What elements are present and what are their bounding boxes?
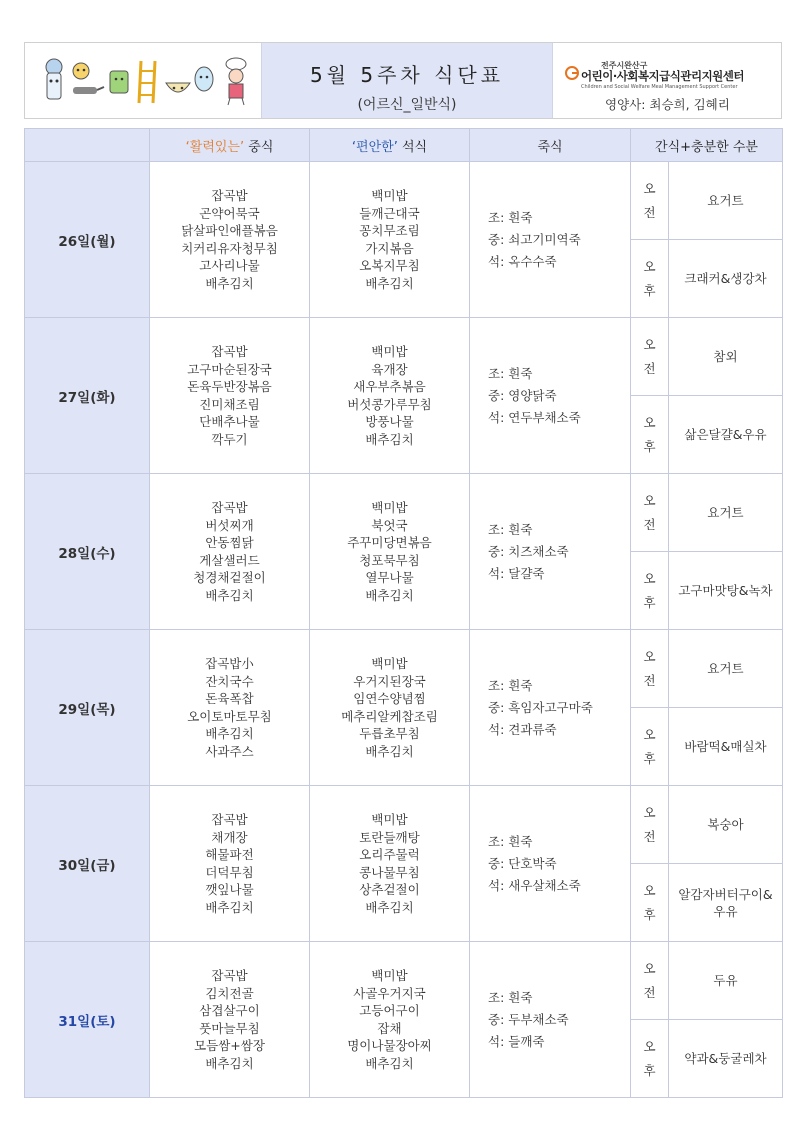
lunch-dish: 버섯찌개: [205, 517, 254, 533]
day-row: [25, 162, 783, 240]
porridge-item: 조: 흰죽: [488, 209, 533, 225]
organization-block: [553, 43, 781, 118]
lunch-dish: 깻잎나물: [205, 882, 254, 897]
dinner-dish: 백미밥: [371, 188, 408, 203]
dinner-menu-cell: [310, 318, 470, 474]
title-panel: [261, 43, 553, 118]
morning-slot-label: [631, 318, 669, 396]
dinner-dish: 콩나물무침: [359, 864, 420, 880]
lunch-dish: 김치전골: [205, 985, 254, 1001]
afternoon-snack: 크래커&생강차: [669, 240, 783, 318]
afternoon-slot-label: [631, 396, 669, 474]
afternoon-slot-label-char: 오: [643, 414, 656, 430]
porridge-menu-cell: [470, 942, 631, 1098]
porridge-menu-cell: [470, 786, 631, 942]
dinner-dish: 들깨근대국: [359, 205, 420, 221]
lunch-dish: 치커리유자청무침: [181, 240, 278, 256]
dinner-dish: 백미밥: [371, 500, 408, 515]
lunch-dish: 진미채조림: [199, 396, 260, 412]
lunch-menu-cell: [150, 630, 310, 786]
dinner-dish: 토란들깨탕: [359, 829, 420, 845]
header-lunch: [150, 129, 310, 162]
lunch-dish: 잡곡밥小: [205, 656, 254, 671]
dietitian-names: 영양사: 최승희, 김혜리: [605, 97, 730, 112]
dinner-dish: 배추김치: [365, 899, 414, 915]
menu-body: [25, 162, 783, 1098]
afternoon-slot-label-char: 후: [643, 594, 656, 610]
page-title: 5월 5주차 식단표: [309, 63, 505, 87]
header-porridge: 죽식: [470, 129, 631, 162]
porridge-item: 석: 달걀죽: [488, 565, 545, 581]
afternoon-snack: 알감자버터구이&우유: [669, 864, 783, 942]
organization-name: 어린이·사회복지급식관리지원센터: [581, 69, 745, 83]
dinner-dish: 두릅초무침: [359, 726, 420, 741]
lunch-dish: 청경채겉절이: [193, 570, 266, 585]
dinner-menu-cell: [310, 630, 470, 786]
porridge-item: 중: 쇠고기미역죽: [488, 231, 581, 247]
day-label: 29일(목): [25, 630, 150, 786]
afternoon-slot-label: [631, 240, 669, 318]
porridge-item: 조: 흰죽: [488, 677, 533, 693]
dinner-dish: 오리주물럭: [359, 847, 420, 862]
porridge-item: 조: 흰죽: [488, 521, 533, 537]
lunch-dish: 더덕무침: [205, 864, 254, 880]
day-label: 27일(화): [25, 318, 150, 474]
day-label: 30일(금): [25, 786, 150, 942]
porridge-item: 석: 견과류죽: [488, 721, 557, 737]
afternoon-slot-label-char: 오: [643, 882, 656, 898]
morning-slot-label-char: 전: [643, 516, 656, 532]
lunch-dish: 곤약어묵국: [199, 205, 260, 221]
center-logo-icon: [565, 66, 579, 80]
morning-slot-label: [631, 630, 669, 708]
dinner-label: 석식: [397, 139, 428, 155]
lunch-dish: 배추김치: [205, 726, 254, 741]
pan-mascot-icon: [69, 57, 105, 107]
afternoon-slot-label: [631, 1020, 669, 1098]
morning-snack: 요거트: [669, 162, 783, 240]
dinner-dish: 잡채: [377, 1020, 402, 1036]
dinner-dish: 배추김치: [365, 587, 414, 603]
afternoon-snack: 고구마맛탕&녹차: [669, 552, 783, 630]
header-dinner: [310, 129, 470, 162]
porridge-menu-cell: [470, 474, 631, 630]
porridge-item: 중: 영양닭죽: [488, 387, 557, 403]
lunch-dish: 해물파전: [205, 847, 254, 862]
dinner-menu-cell: [310, 942, 470, 1098]
porridge-item: 조: 흰죽: [488, 365, 533, 381]
lunch-menu-cell: [150, 942, 310, 1098]
lunch-dish: 오이토마토무침: [187, 708, 272, 724]
lunch-dish: 닭살파인애플볶음: [181, 223, 278, 238]
dinner-dish: 새우부추볶음: [353, 379, 426, 394]
dinner-dish: 북엇국: [371, 517, 408, 533]
dinner-dish: 사골우거지국: [353, 985, 426, 1001]
menu-table: [24, 128, 783, 1098]
morning-slot-label-char: 오: [643, 336, 656, 352]
dinner-dish: 오복지무침: [359, 258, 420, 273]
day-label: 31일(토): [25, 942, 150, 1098]
mascot-illustration: [25, 43, 261, 118]
morning-slot-label-char: 오: [643, 180, 656, 196]
morning-snack: 두유: [669, 942, 783, 1020]
morning-snack: 요거트: [669, 474, 783, 552]
day-row: [25, 318, 783, 396]
lunch-dish: 사과주스: [205, 743, 254, 759]
morning-snack: 참외: [669, 318, 783, 396]
lunch-dish: 고사리나물: [199, 258, 260, 273]
lunch-dish: 풋마늘무침: [199, 1020, 260, 1036]
afternoon-slot-label: [631, 864, 669, 942]
day-row: [25, 474, 783, 552]
afternoon-snack: 바람떡&매실차: [669, 708, 783, 786]
afternoon-slot-label: [631, 552, 669, 630]
dinner-dish: 명이나물장아찌: [347, 1038, 432, 1053]
dinner-dish: 상추겉절이: [359, 882, 420, 897]
dinner-dish: 우거지된장국: [353, 673, 426, 689]
morning-slot-label-char: 전: [643, 204, 656, 220]
dinner-dish: 육개장: [371, 361, 408, 377]
lunch-dish: 깍두기: [211, 431, 248, 447]
lunch-dish: 잡곡밥: [211, 188, 248, 203]
dinner-dish: 백미밥: [371, 656, 408, 671]
porridge-item: 석: 새우살채소죽: [488, 877, 581, 893]
bowl-mascot-icon: [163, 57, 193, 107]
morning-slot-label-char: 오: [643, 648, 656, 664]
morning-slot-label: [631, 786, 669, 864]
afternoon-slot-label-char: 오: [643, 1038, 656, 1054]
page-subtitle: (어르신_일반식): [357, 97, 457, 113]
lunch-dish: 돈육폭찹: [205, 691, 254, 706]
day-label: 26일(월): [25, 162, 150, 318]
lunch-dish: 잡곡밥: [211, 344, 248, 359]
porridge-item: 중: 두부채소죽: [488, 1011, 569, 1027]
dinner-dish: 배추김치: [365, 431, 414, 447]
porridge-item: 중: 단호박죽: [488, 855, 557, 871]
afternoon-slot-label-char: 후: [643, 1062, 656, 1078]
dinner-dish: 배추김치: [365, 275, 414, 291]
afternoon-slot-label-char: 후: [643, 282, 656, 298]
dinner-menu-cell: [310, 786, 470, 942]
day-row: [25, 942, 783, 1020]
dinner-menu-cell: [310, 162, 470, 318]
porridge-item: 석: 들깨죽: [488, 1033, 545, 1049]
morning-snack: 요거트: [669, 630, 783, 708]
lunch-dish: 잡곡밥: [211, 812, 248, 827]
lunch-dish: 고구마순된장국: [187, 361, 272, 377]
organization-english-name: Children and Social Welfare Meal Management Support Center: [581, 84, 738, 90]
cup-mascot-icon: [107, 57, 131, 107]
morning-slot-label-char: 오: [643, 960, 656, 976]
porridge-item: 석: 연두부채소죽: [488, 409, 581, 425]
afternoon-snack: 약과&둥굴레차: [669, 1020, 783, 1098]
lunch-label: 중식: [244, 139, 274, 155]
organization-district: 전주시완산구: [601, 61, 648, 70]
lunch-dish: 잔치국수: [205, 673, 254, 689]
dinner-dish: 꽁치무조림: [359, 223, 420, 238]
lunch-dish: 배추김치: [205, 275, 254, 291]
menu-header: [24, 42, 782, 119]
morning-slot-label-char: 전: [643, 360, 656, 376]
dinner-dish: 주꾸미당면볶음: [347, 535, 432, 550]
lunch-dish: 배추김치: [205, 1055, 254, 1071]
morning-slot-label: [631, 162, 669, 240]
day-row: [25, 630, 783, 708]
salt-shaker-mascot-icon: [41, 57, 67, 107]
dinner-dish: 버섯콩가루무침: [347, 396, 432, 412]
lunch-menu-cell: [150, 162, 310, 318]
table-header-row: [25, 129, 783, 162]
day-row: [25, 786, 783, 864]
dinner-dish: 백미밥: [371, 812, 408, 827]
afternoon-slot-label-char: 후: [643, 438, 656, 454]
dinner-accent-text: ‘편안한’: [351, 139, 398, 155]
afternoon-slot-label-char: 오: [643, 258, 656, 274]
egg-mascot-icon: [191, 57, 217, 107]
afternoon-slot-label-char: 오: [643, 570, 656, 586]
afternoon-slot-label-char: 후: [643, 750, 656, 766]
header-snack: 간식+충분한 수분: [631, 129, 783, 162]
porridge-menu-cell: [470, 162, 631, 318]
dinner-menu-cell: [310, 474, 470, 630]
porridge-item: 석: 옥수수죽: [488, 253, 557, 269]
dinner-dish: 임연수양념찜: [353, 691, 426, 706]
afternoon-slot-label: [631, 708, 669, 786]
morning-slot-label-char: 오: [643, 804, 656, 820]
dinner-dish: 열무나물: [365, 570, 414, 585]
afternoon-slot-label-char: 오: [643, 726, 656, 742]
day-label: 28일(수): [25, 474, 150, 630]
dinner-dish: 백미밥: [371, 968, 408, 983]
dinner-dish: 청포묵무침: [359, 552, 420, 568]
lunch-menu-cell: [150, 786, 310, 942]
morning-slot-label-char: 오: [643, 492, 656, 508]
dinner-dish: 백미밥: [371, 344, 408, 359]
chef-mascot-icon: [221, 57, 251, 107]
afternoon-slot-label-char: 후: [643, 906, 656, 922]
morning-slot-label: [631, 474, 669, 552]
dinner-dish: 가지볶음: [365, 240, 414, 256]
porridge-item: 조: 흰죽: [488, 833, 533, 849]
porridge-item: 중: 치즈채소죽: [488, 543, 569, 559]
lunch-menu-cell: [150, 474, 310, 630]
lunch-dish: 채개장: [211, 829, 248, 845]
ladder-mascot-icon: [135, 57, 161, 107]
header-day-cell: [25, 129, 150, 162]
lunch-dish: 돈육두반장볶음: [187, 379, 272, 394]
porridge-item: 중: 흑임자고구마죽: [488, 699, 593, 715]
morning-slot-label: [631, 942, 669, 1020]
porridge-menu-cell: [470, 630, 631, 786]
morning-slot-label-char: 전: [643, 672, 656, 688]
dinner-dish: 고등어구이: [359, 1003, 420, 1018]
lunch-dish: 게살샐러드: [199, 552, 260, 568]
lunch-dish: 배추김치: [205, 587, 254, 603]
porridge-menu-cell: [470, 318, 631, 474]
dinner-dish: 배추김치: [365, 743, 414, 759]
dinner-dish: 방풍나물: [365, 414, 414, 429]
lunch-menu-cell: [150, 318, 310, 474]
lunch-dish: 모듬쌈+쌈장: [194, 1038, 265, 1053]
lunch-dish: 안동찜닭: [205, 535, 254, 550]
lunch-dish: 잡곡밥: [211, 968, 248, 983]
lunch-dish: 단배추나물: [199, 414, 260, 429]
lunch-accent-text: ‘활력있는’: [185, 139, 245, 155]
morning-slot-label-char: 전: [643, 828, 656, 844]
porridge-item: 조: 흰죽: [488, 989, 533, 1005]
morning-slot-label-char: 전: [643, 984, 656, 1000]
afternoon-snack: 삶은달걀&우유: [669, 396, 783, 474]
lunch-dish: 잡곡밥: [211, 500, 248, 515]
lunch-dish: 삼겹살구이: [199, 1003, 260, 1018]
dinner-dish: 메추리알케찹조림: [341, 708, 438, 724]
dinner-dish: 배추김치: [365, 1055, 414, 1071]
morning-snack: 복숭아: [669, 786, 783, 864]
lunch-dish: 배추김치: [205, 899, 254, 915]
